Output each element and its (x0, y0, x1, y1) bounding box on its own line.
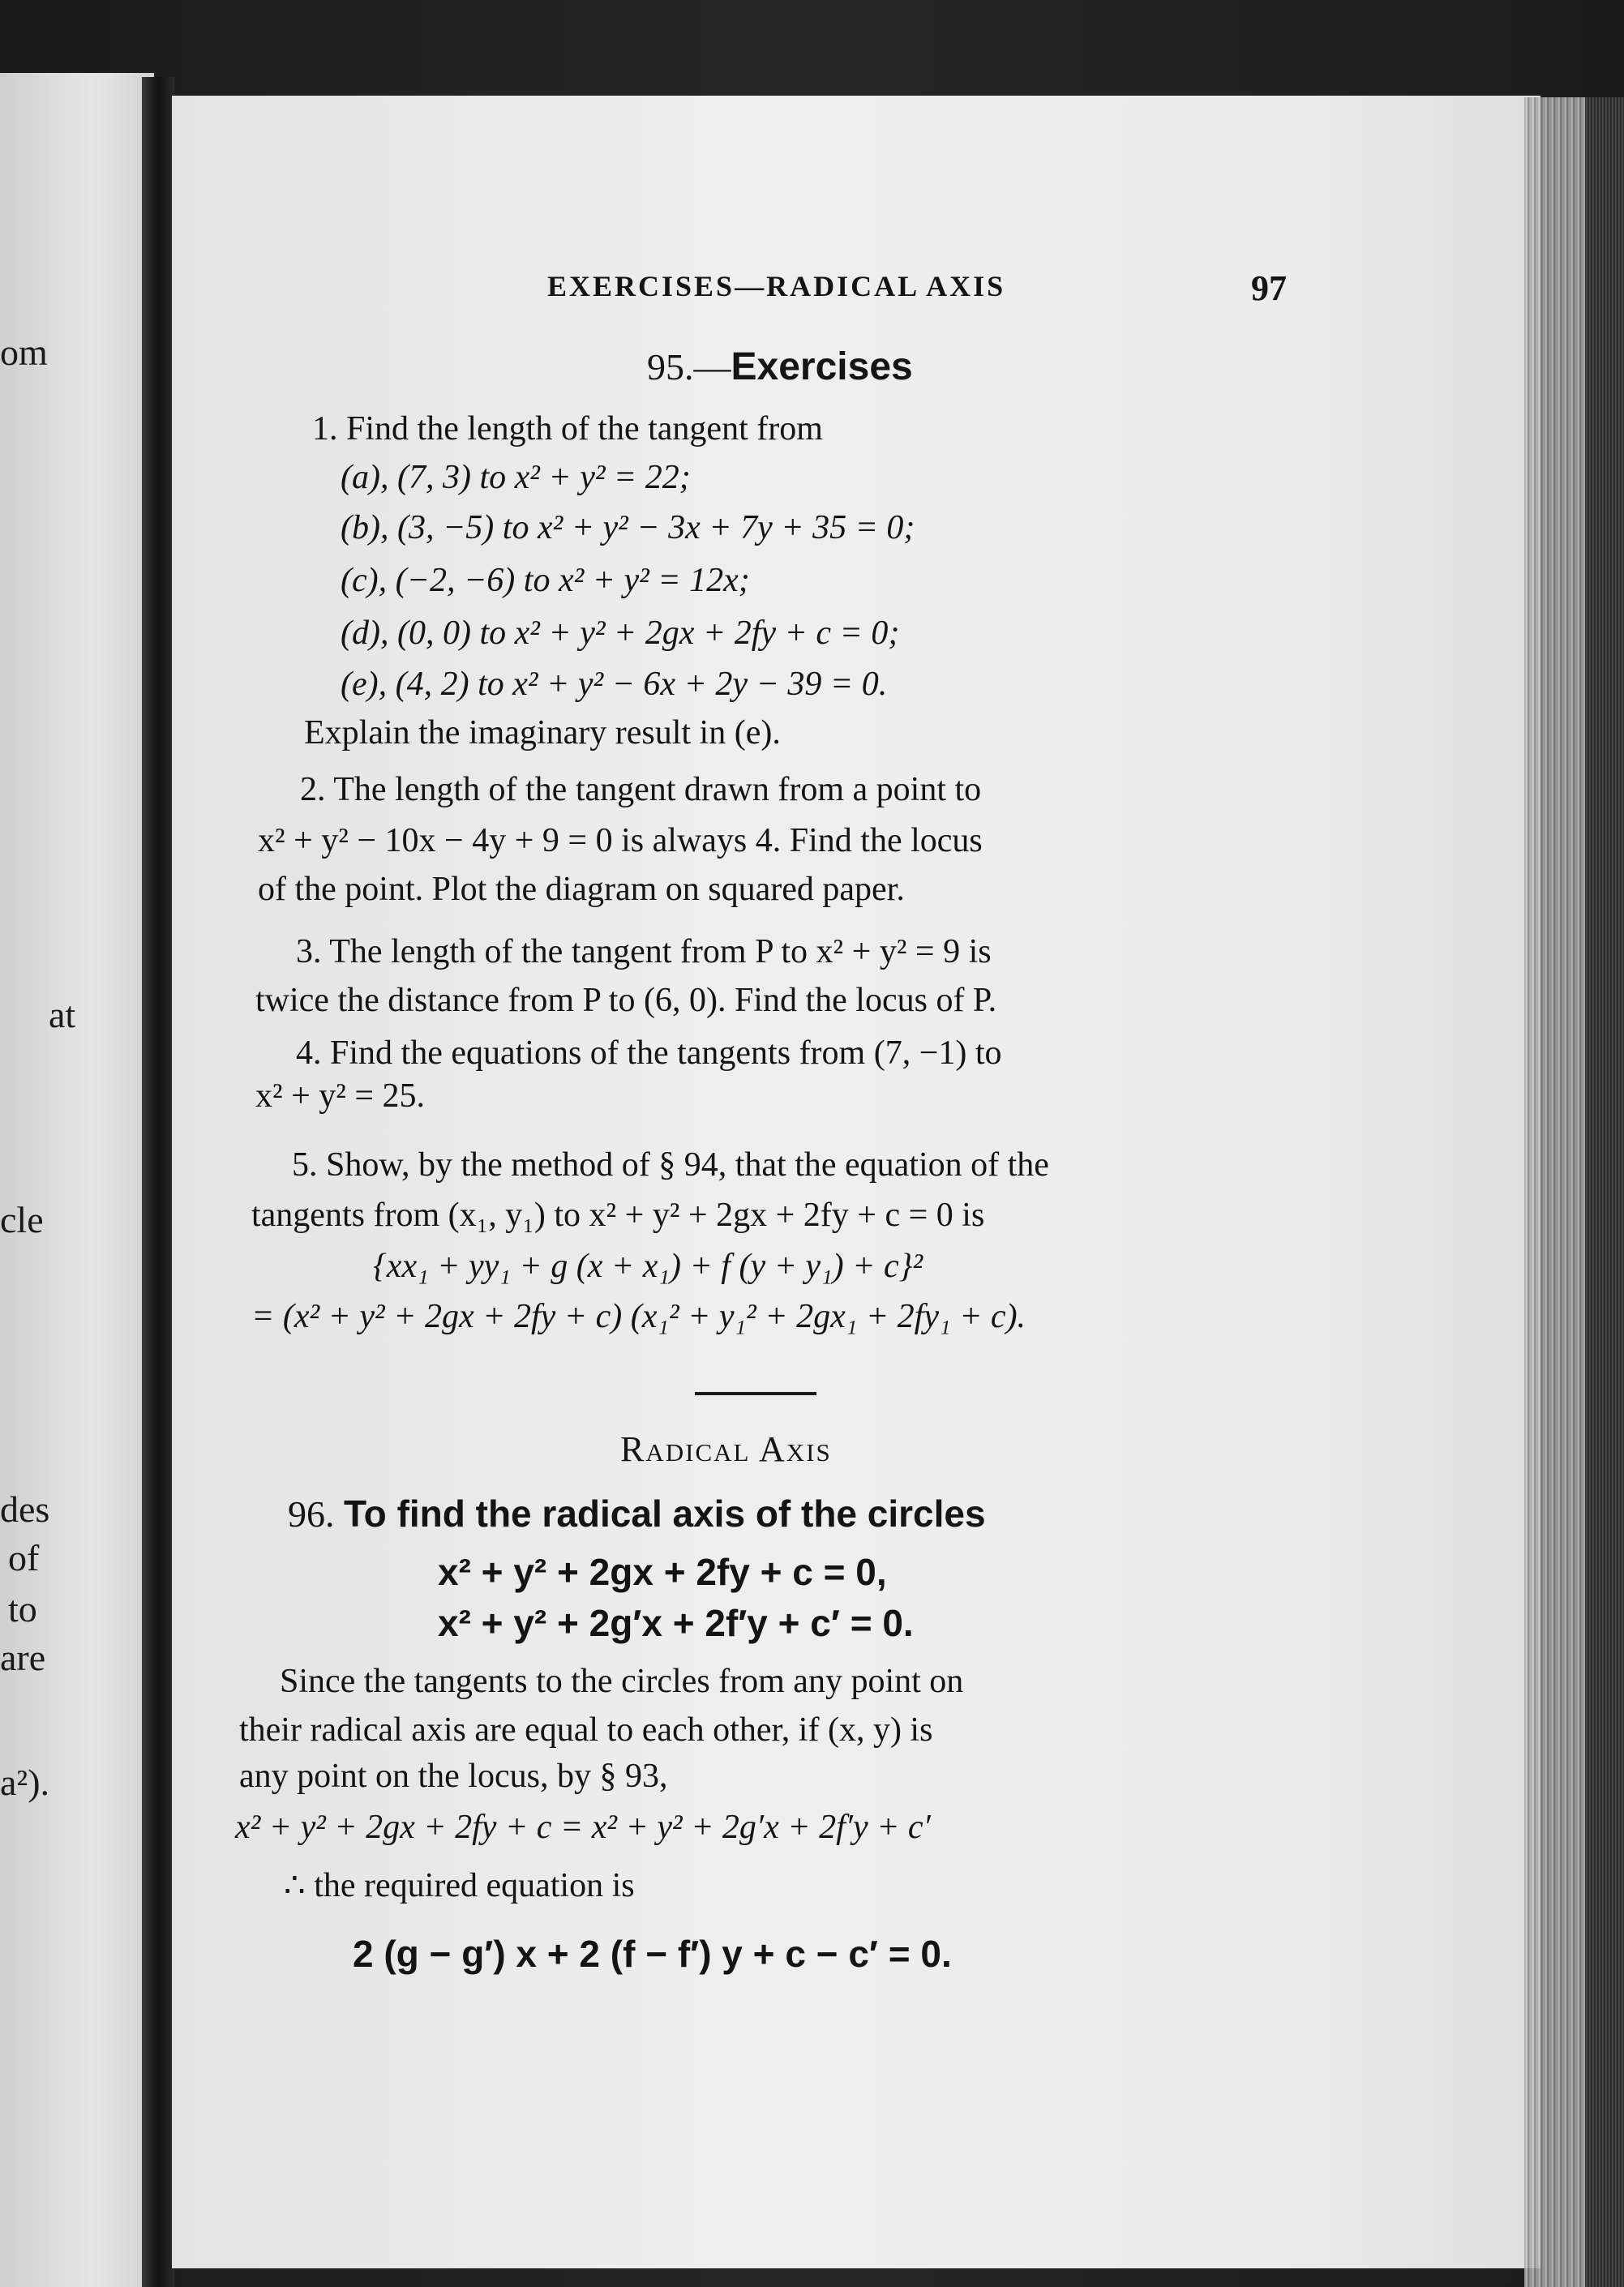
section-number: 95.— (647, 346, 731, 388)
exercise-1-intro: 1. Find the length of the tangent from (312, 410, 823, 448)
facing-page-fragment: des (0, 1488, 50, 1530)
running-title: EXERCISES—RADICAL AXIS (547, 270, 1006, 302)
facing-page-fragment: are (0, 1637, 46, 1678)
facing-page-fragment: om (0, 332, 48, 373)
facing-page-fragment: to (8, 1588, 37, 1630)
paragraph-line: their radical axis are equal to each other, if (x, y) is (239, 1711, 933, 1749)
circle-equation-2: x² + y² + 2g′x + 2f′y + c′ = 0. (438, 1602, 914, 1644)
section-title-word: Exercises (731, 345, 913, 388)
exercise-2-line: 2. The length of the tangent drawn from a point to (300, 771, 982, 808)
section-title (647, 345, 913, 389)
facing-page (0, 73, 154, 2287)
article-heading (288, 1492, 986, 1535)
exercise-5-equation: {xx₁ + yy₁ + g (x + x₁) + f (y + y₁) + c}² (373, 1248, 923, 1285)
therefore-line: ∴ the required equation is (284, 1867, 635, 1904)
paragraph-line: Since the tangents to the circles from any point on (280, 1663, 964, 1700)
exercise-5-line: tangents from (x₁, y₁) to x² + y² + 2gx + 2fy + c = 0 is (251, 1197, 985, 1234)
exercise-1-outro: Explain the imaginary result in (e). (304, 714, 781, 752)
facing-page-fragment: of (8, 1537, 40, 1578)
exercise-1-item: (e), (4, 2) to x² + y² − 6x + 2y − 39 = 0. (341, 666, 888, 703)
equality-equation: x² + y² + 2gx + 2fy + c = x² + y² + 2g′x + 2f′y + c′ (235, 1809, 931, 1846)
article-heading-text: To find the radical axis of the circles (344, 1493, 986, 1535)
exercise-1-item: (c), (−2, −6) to x² + y² = 12x; (341, 562, 750, 599)
exercise-1-item: (d), (0, 0) to x² + y² + 2gx + 2fy + c = 0; (341, 615, 900, 652)
section-divider (695, 1392, 816, 1395)
exercise-1-item: (b), (3, −5) to x² + y² − 3x + 7y + 35 = 0; (341, 509, 915, 546)
exercise-3-line: twice the distance from P to (6, 0). Find the locus of P. (255, 982, 997, 1019)
exercise-4-line: 4. Find the equations of the tangents from (7, −1) to (296, 1034, 1002, 1072)
book-gutter (142, 77, 174, 2287)
exercise-5-equation: = (x² + y² + 2gx + 2fy + c) (x₁² + y₁² + 2gx₁ + 2fy₁ + c). (251, 1298, 1026, 1335)
circle-equation-1: x² + y² + 2gx + 2fy + c = 0, (438, 1551, 887, 1593)
facing-page-fragment: a²). (0, 1762, 50, 1803)
paragraph-line: any point on the locus, by § 93, (239, 1758, 668, 1795)
exercise-1-item: (a), (7, 3) to x² + y² = 22; (341, 459, 691, 496)
page-number: 97 (1251, 268, 1287, 308)
radical-axis-result: 2 (g − g′) x + 2 (f − f′) y + c − c′ = 0. (353, 1933, 952, 1975)
subheading: Radical Axis (620, 1429, 832, 1469)
exercise-3-line: 3. The length of the tangent from P to x² + y² = 9 is (296, 933, 992, 970)
exercise-2-line: x² + y² − 10x − 4y + 9 = 0 is always 4. Find the locus (258, 822, 983, 859)
article-number: 96. (288, 1493, 335, 1535)
exercise-4-line: x² + y² = 25. (255, 1077, 426, 1115)
facing-page-fragment: cle (0, 1199, 44, 1240)
exercise-2-line: of the point. Plot the diagram on squared paper. (258, 871, 905, 908)
exercise-5-line: 5. Show, by the method of § 94, that the equation of the (292, 1146, 1049, 1184)
book-edge (1585, 97, 1624, 2287)
facing-page-fragment: at (49, 994, 76, 1035)
